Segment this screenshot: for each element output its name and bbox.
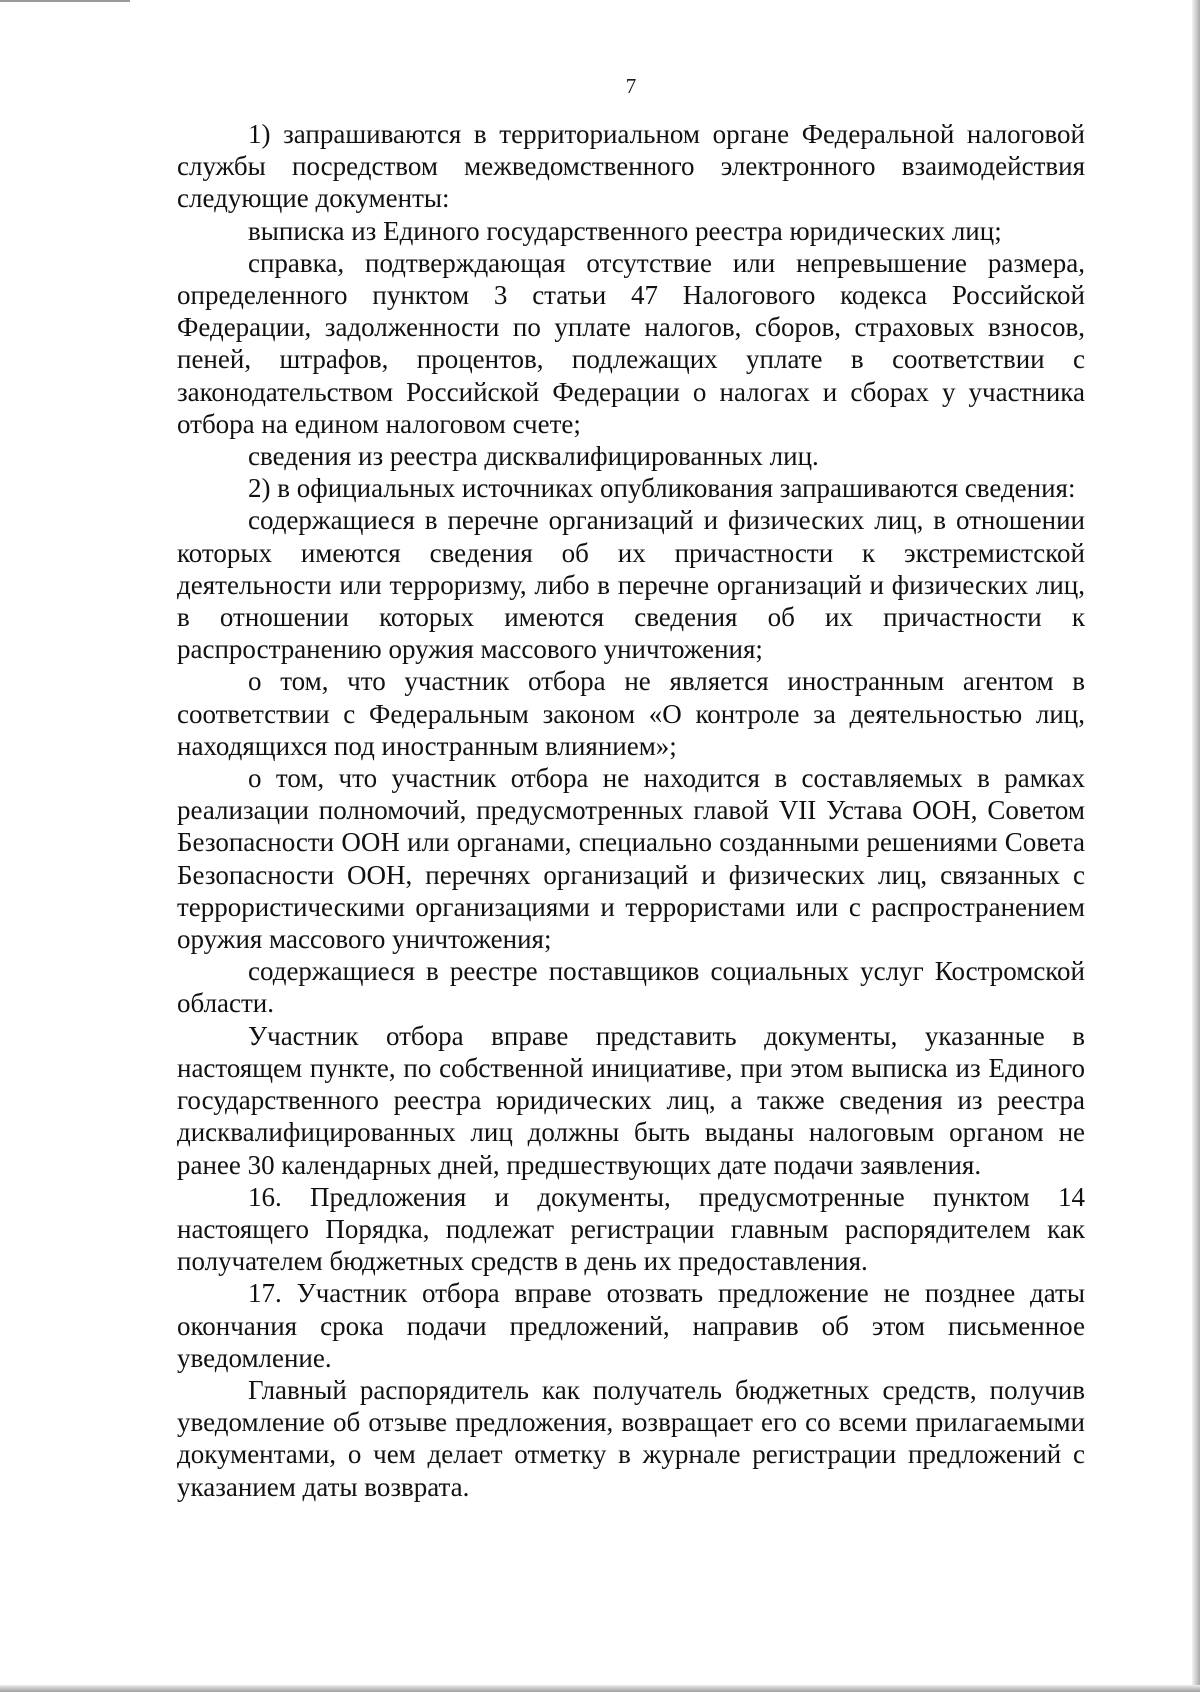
paragraph-item-17: 17. Участник отбора вправе отозвать предложение не позднее даты окончания срока подачи предложений, направив об этом письменное уведомление. bbox=[177, 1278, 1085, 1373]
scan-edge-bottom bbox=[0, 1685, 1200, 1692]
page-number: 7 bbox=[625, 74, 637, 98]
paragraph-disqualified-registry: сведения из реестра дисквалифицированных лиц. bbox=[248, 441, 819, 472]
paragraph-extremism-list: содержащиеся в перечне организаций и физических лиц, в отношении которых имеются сведения об их причастности к экстремистской деятельности или терроризму, либо в перечне организаций и физических лиц, в отношении которых имеются сведения об их причастности к распространению оружия массового уничтожения; bbox=[177, 505, 1085, 665]
paragraph-egrul-extract: выписка из Единого государственного реестра юридических лиц; bbox=[248, 215, 1002, 246]
document-body bbox=[177, 118, 1085, 1503]
paragraph-item-2: 2) в официальных источниках опубликования запрашиваются сведения: bbox=[248, 473, 1076, 504]
paragraph-return-proposal: Главный распорядитель как получатель бюджетных средств, получив уведомление об отзыве предложения, возвращает его со всеми прилагаемыми документами, о чем делает отметку в журнале регистрации предложений с указанием даты возврата. bbox=[177, 1374, 1085, 1502]
paragraph-social-services-registry: содержащиеся в реестре поставщиков социальных услуг Костромской области. bbox=[177, 956, 1085, 1019]
paragraph-tax-debt-certificate: справка, подтверждающая отсутствие или непревышение размера, определенного пунктом 3 статьи 47 Налогового кодекса Российской Федерации, задолженности по уплате налогов, сборов, страховых взносов, пеней, штрафов, процентов, подлежащих уплате в соответствии с законодательством Российской Федерации о налогах и сборах у участника отбора на едином налоговом счете; bbox=[177, 247, 1085, 439]
paragraph-foreign-agent: о том, что участник отбора не является иностранным агентом в соответствии с Федеральным законом «О контроле за деятельностью лиц, находящихся под иностранным влиянием»; bbox=[177, 666, 1085, 761]
paragraph-un-sanctions: о том, что участник отбора не находится в составляемых в рамках реализации полномочий, предусмотренных главой VII Устава ООН, Советом Безопасности ООН или органами, специально созданными решениями Совета Безопасности ООН, перечнях организаций и физических лиц, связанных с террористическими организациями и террористами или с распространением оружия массового уничтожения; bbox=[177, 763, 1085, 955]
paragraph-own-initiative: Участник отбора вправе представить документы, указанные в настоящем пункте, по собственной инициативе, при этом выписка из Единого государственного реестра юридических лиц, а также сведения из реестра дисквалифицированных лиц должны быть выданы налоговым органом не ранее 30 календарных дней, предшествующих дате подачи заявления. bbox=[177, 1020, 1085, 1180]
scan-edge-top bbox=[0, 0, 130, 2]
paragraph-item-1: 1) запрашиваются в территориальном органе Федеральной налоговой службы посредством межведомственного электронного взаимодействия следующие документы: bbox=[177, 119, 1085, 214]
paragraph-item-16: 16. Предложения и документы, предусмотренные пунктом 14 настоящего Порядка, подлежат регистрации главным распорядителем как получателем бюджетных средств в день их предоставления. bbox=[177, 1181, 1085, 1277]
scan-edge-right bbox=[1192, 0, 1200, 1692]
